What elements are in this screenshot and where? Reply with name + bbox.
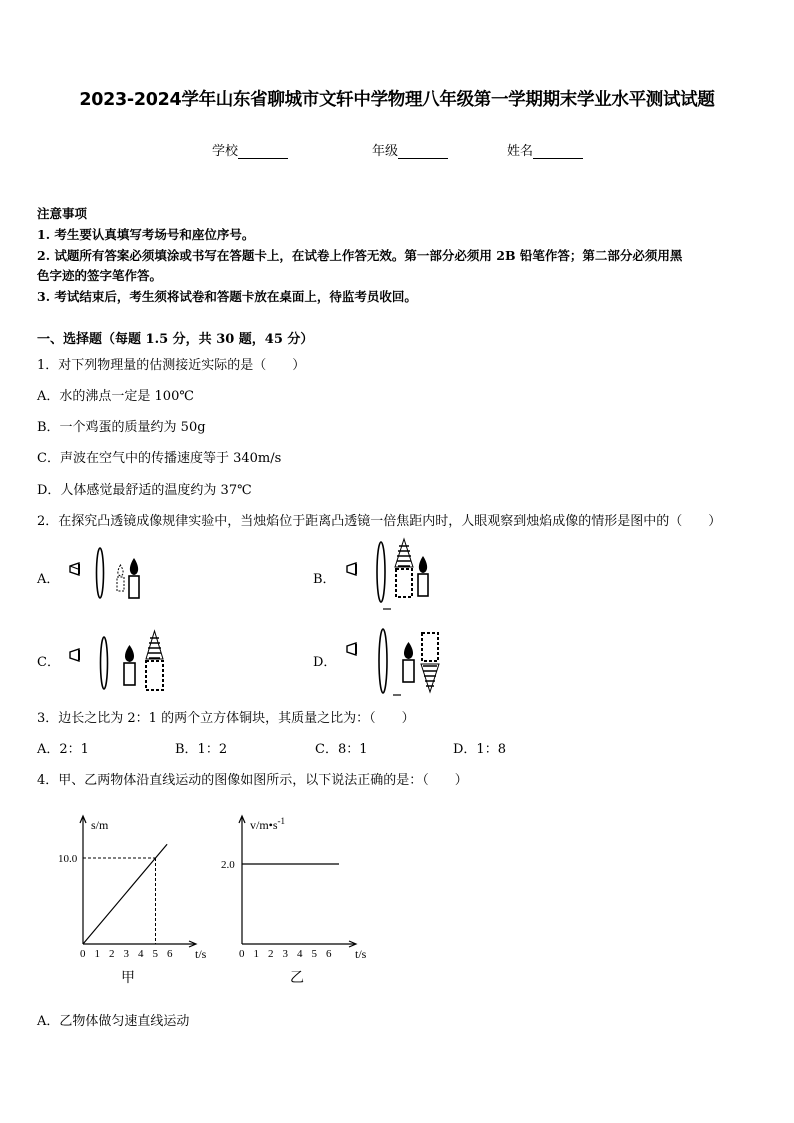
x-axis-label: t/s <box>195 947 207 961</box>
notice-item: 3. 考试结束后，考生须将试卷和答题卡放在桌面上，待监考员收回。 <box>37 289 417 304</box>
x-tick-label: 5 <box>311 948 317 960</box>
notice-item: 色字迹的签字笔作答。 <box>37 268 163 283</box>
eye-icon <box>70 649 79 661</box>
series-line-jia <box>83 858 156 944</box>
x-axis-label: t/s <box>355 947 367 961</box>
graph-yi <box>220 812 390 992</box>
question-1-stem: 1．对下列物理量的估测接近实际的是（ ） <box>37 358 306 373</box>
image-candle-small-icon <box>117 565 124 591</box>
school-field[interactable] <box>212 140 288 159</box>
candle-icon <box>124 645 135 685</box>
q2-figure-b[interactable] <box>343 536 443 614</box>
notice-item: 2. 试题所有答案必须填涂或书写在答题卡上，在试卷上作答无效。第一部分必须用 2B 铅笔作答；第二部分必须用黑 <box>37 248 683 263</box>
x-tick-label: 2 <box>109 948 115 960</box>
x-tick-label: 3 <box>282 948 288 960</box>
y-axis-label: s/m <box>91 818 109 832</box>
candle-icon <box>129 558 139 598</box>
x-tick-label: 4 <box>138 948 144 960</box>
lens-icon <box>97 548 104 598</box>
question-3-stem: 3．边长之比为 2：1 的两个立方体铜块，其质量之比为：（ ） <box>37 711 415 726</box>
x-tick-label: 0 <box>239 948 245 960</box>
series-line-jia-ext <box>156 844 168 858</box>
q1-option-d[interactable]: D．人体感觉最舒适的温度约为 37℃ <box>37 483 252 498</box>
q2-figure-a[interactable] <box>66 540 156 604</box>
eye-icon <box>70 563 79 575</box>
name-blank[interactable] <box>533 146 583 159</box>
grade-label: 年级 <box>372 144 399 159</box>
graph-jia <box>55 812 225 992</box>
graph-caption: 甲 <box>121 971 135 986</box>
q2-option-b[interactable]: B． <box>313 572 336 587</box>
x-tick-label: 0 <box>80 948 86 960</box>
q3-option-d[interactable]: D．1：8 <box>453 742 506 757</box>
name-label: 姓名 <box>507 144 534 159</box>
question-4-stem: 4．甲、乙两物体沿直线运动的图像如图所示，以下说法正确的是：（ ） <box>37 773 468 788</box>
x-tick-label: 1 <box>253 948 259 960</box>
q4-option-a[interactable]: A．乙物体做匀速直线运动 <box>37 1014 190 1029</box>
school-label: 学校 <box>212 144 239 159</box>
image-candle-large-icon <box>146 631 163 690</box>
x-tick-label: 2 <box>268 948 274 960</box>
q1-option-a[interactable]: A．水的沸点一定是 100℃ <box>37 389 194 404</box>
q2-figure-d[interactable] <box>343 624 453 700</box>
eye-icon <box>347 563 356 575</box>
y-tick-label: 10.0 <box>58 853 78 865</box>
grade-field[interactable] <box>372 140 448 159</box>
q3-option-b[interactable]: B．1：2 <box>175 742 228 757</box>
lens-icon <box>379 629 387 693</box>
x-tick-label: 4 <box>297 948 303 960</box>
candle-icon <box>418 556 428 596</box>
grade-blank[interactable] <box>398 146 448 159</box>
graph-caption: 乙 <box>290 971 304 986</box>
eye-icon <box>347 643 356 655</box>
x-tick-label: 1 <box>94 948 100 960</box>
notice-heading: 注意事项 <box>37 206 88 221</box>
q2-option-c[interactable]: C． <box>37 655 60 670</box>
candle-icon <box>403 642 414 682</box>
lens-icon <box>101 637 108 689</box>
lens-icon <box>377 542 385 602</box>
x-tick-label: 6 <box>167 948 173 960</box>
q2-option-d[interactable]: D． <box>313 655 337 670</box>
q1-option-c[interactable]: C．声波在空气中的传播速度等于 340m/s <box>37 451 282 466</box>
y-axis-label: $v/m•s^{-1}$ <box>250 816 286 832</box>
question-2-stem: 2．在探究凸透镜成像规律实验中，当烛焰位于距离凸透镜一倍焦距内时，人眼观察到烛焰成像的情形是图中的（ ） <box>37 514 722 529</box>
q1-option-b[interactable]: B．一个鸡蛋的质量约为 50g <box>37 420 206 435</box>
x-tick-label: 3 <box>123 948 129 960</box>
x-tick-label: 6 <box>326 948 332 960</box>
notice-item: 1. 考生要认真填写考场号和座位序号。 <box>37 227 255 242</box>
image-candle-inverted-icon <box>421 633 439 692</box>
q2-option-a[interactable]: A． <box>37 572 60 587</box>
name-field[interactable] <box>507 140 583 159</box>
x-tick-label: 5 <box>152 948 158 960</box>
q2-figure-c[interactable] <box>66 626 176 696</box>
q3-option-a[interactable]: A．2：1 <box>37 742 89 757</box>
image-candle-large-icon <box>395 539 413 597</box>
section-heading: 一、选择题（每题 1.5 分，共 30 题，45 分） <box>37 332 314 347</box>
q3-option-c[interactable]: C．8：1 <box>315 742 368 757</box>
school-blank[interactable] <box>238 146 288 159</box>
page-title: 2023-2024学年山东省聊城市文轩中学物理八年级第一学期期末学业水平测试试题 <box>79 90 715 110</box>
y-tick-label: 2.0 <box>221 859 235 871</box>
